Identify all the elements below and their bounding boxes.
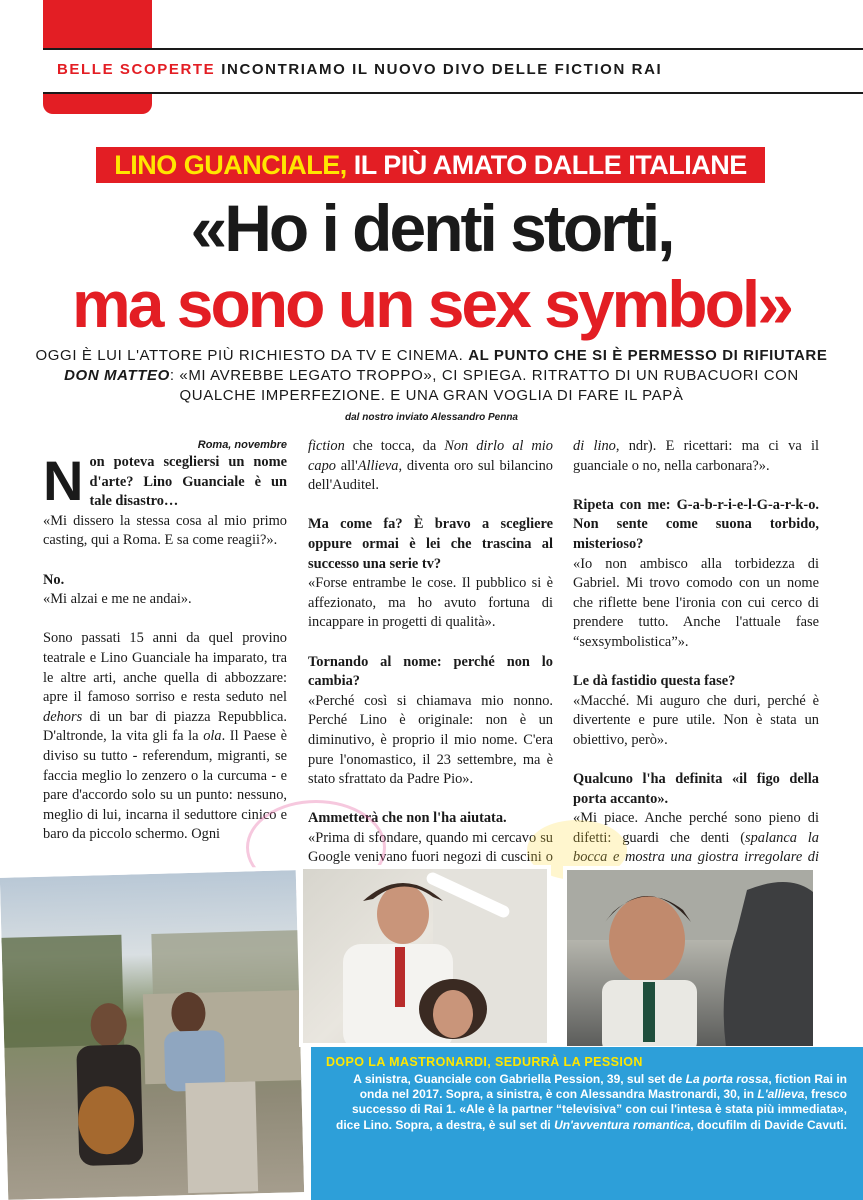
kicker-name: LINO GUANCIALE, xyxy=(114,150,347,180)
article-column-1 xyxy=(43,437,287,864)
text-run: che tocca, da xyxy=(344,438,445,454)
caption-italic: L'allieva xyxy=(757,1087,805,1102)
lead-question xyxy=(43,449,287,512)
standfirst xyxy=(30,346,833,406)
answer: «Perché così si chiamava mio nonno. Perché Lino è originale: non è un diminutivo, è proprio il mio nome. C'era pure l'onomastico, il 23 settembre, ma è stato sfrattato da Padre Pio». xyxy=(308,692,553,788)
question: No. xyxy=(43,571,65,588)
caption-text: , fresco successo di Rai 1. «Ale è la partner “televisiva” con cui l'intesa è stata più immediata», dice Lino. Sopra, a destra, è sul set di xyxy=(336,1087,847,1132)
question: Ammetterà che non l'ha aiutata. xyxy=(308,810,507,827)
kicker xyxy=(96,147,765,183)
text-italic: dehors xyxy=(43,708,83,725)
caption-text: , fiction Rai in onda nel 2017. Sopra, a sinistra, è con Alessandra Mastronardi, 30, in xyxy=(359,1072,847,1102)
answer: «Forse entrambe le cose. Il pubblico si è affezionato, ma ho avuto fortuna di incappare in progetti di qualità». xyxy=(308,575,553,631)
photo-guitar-set xyxy=(0,866,308,1200)
text-italic: Non dirlo al mio capo xyxy=(308,438,553,474)
answer: «Mi dissero la stessa cosa al mio primo casting, qui a Roma. E sa come reagii?». xyxy=(43,512,287,549)
question: Ripeta con me: G-a-b-r-i-e-l-G-a-r-k-o. Non sente come suona torbido, misterioso? xyxy=(573,496,819,552)
paragraph xyxy=(308,437,553,496)
paragraph xyxy=(573,437,819,476)
text-italic: ola xyxy=(203,728,222,745)
rubric-section: BELLE SCOPERTE xyxy=(57,61,216,78)
caption-text: , docufilm di Davide Cavuti. xyxy=(690,1117,847,1132)
photo-caption xyxy=(326,1072,847,1133)
dateline: Roma, novembre xyxy=(197,439,287,451)
photo-dentist-illustration xyxy=(303,869,551,1047)
kicker-rest: IL PIÙ AMATO DALLE ITALIANE xyxy=(346,150,747,180)
text-run: . Il Paese è diviso su tutto - referendum, migranti, se faccia meglio lo zenzero o la curcuma - e pare d'accordo solo su un punto: nessuno, meglio di lui, incarna il seduttore cinico e baro da piccolo schermo. Ogni xyxy=(43,728,287,843)
rubric-topic: INCONTRIAMO IL NUOVO DIVO DELLE FICTION RAI xyxy=(221,61,663,78)
question: Le dà fastidio questa fase? xyxy=(573,673,736,690)
text-run: , ndr). E ricettari: ma ci va il guanciale o no, nella carbonara?». xyxy=(573,438,819,474)
standfirst-text-2: : «MI AVREBBE LEGATO TROPPO», CI SPIEGA. RITRATTO DI UN RUBACUORI CON QUALCHE IMPERFEZIONE. E UNA GRAN VOGLIA DI FARE IL PAPÀ xyxy=(169,367,799,404)
headline-line-2: ma sono un sex symbol» xyxy=(72,267,791,341)
paragraph xyxy=(43,629,287,845)
photo-smiling-illustration xyxy=(567,870,817,1050)
answer: «Mi alzai e me ne andai». xyxy=(43,591,192,608)
headline-line-1: «Ho i denti storti, xyxy=(190,191,673,265)
caption-title: DOPO LA MASTRONARDI, SEDURRÀ LA PESSION xyxy=(326,1055,643,1069)
caption-italic: Un'avventura romantica xyxy=(554,1117,691,1132)
text-run: all' xyxy=(335,457,358,474)
caption-italic: La porta rossa xyxy=(685,1072,769,1086)
text-italic: Allieva xyxy=(357,457,399,474)
byline: dal nostro inviato Alessandro Penna xyxy=(345,412,518,423)
drop-cap: N xyxy=(43,449,84,512)
answer: «Io non ambisco alla torbidezza di Gabriel. Mi trovo comodo con un nome che riflette bene l'ironia con cui cerco di prendere tutto. Anche l'attuale fase “sexsymbolistica”». xyxy=(573,555,819,650)
text-run: Sono passati 15 anni da quel provino teatrale e Lino Guanciale ha imparato, tra le altre arti, anche quella di abbozzare: apre il famoso sorriso e resta seduto nel xyxy=(43,630,287,706)
lead-question-text: on poteva scegliersi un nome d'arte? Lino Guanciale è un tale disastro… xyxy=(89,454,287,510)
standfirst-bold: AL PUNTO CHE SI È PERMESSO DI RIFIUTARE xyxy=(468,347,828,364)
caption-text: A sinistra, Guanciale con Gabriella Pession, 39, sul set de xyxy=(353,1072,686,1086)
text-run: di un bar di piazza Repubblica. D'altronde, la vita gli fa la xyxy=(43,708,287,745)
photo-smiling-scene xyxy=(563,866,817,1050)
question: Ma come fa? È bravo a scegliere oppure ormai è lei che trascina al successo una serie tv? xyxy=(308,516,553,572)
text-run: «Mi piace. Anche perché sono pieno di difetti: guardi che denti ( xyxy=(573,810,819,846)
text-run: «Prima di sfondare, quando mi cercavo su Google venivano fuori negozi di cuscini o xyxy=(308,829,553,866)
question: Qualcuno l'ha definita «il figo della porta accanto». xyxy=(573,771,819,807)
standfirst-italic: DON MATTEO xyxy=(64,367,170,384)
standfirst-text-1: OGGI È LUI L'ATTORE PIÙ RICHIESTO DA TV E CINEMA. xyxy=(35,347,469,364)
photo-dentist-scene xyxy=(299,865,551,1047)
text-run: , diventa oro sul bilancino dell'Auditel. xyxy=(308,457,553,494)
text-italic: fiction xyxy=(308,438,345,454)
question: Tornando al nome: perché non lo cambia? xyxy=(308,653,553,690)
rubric xyxy=(57,61,662,78)
text-italic: spalanca la bocca e mostra una giostra irregolare di xyxy=(573,829,819,866)
answer: «Macché. Mi auguro che duri, perché è divertente e pure utile. Non è stata un obiettivo, però». xyxy=(573,692,819,748)
photo-guitar-illustration xyxy=(0,870,308,1200)
text-italic: di lino xyxy=(573,438,616,454)
